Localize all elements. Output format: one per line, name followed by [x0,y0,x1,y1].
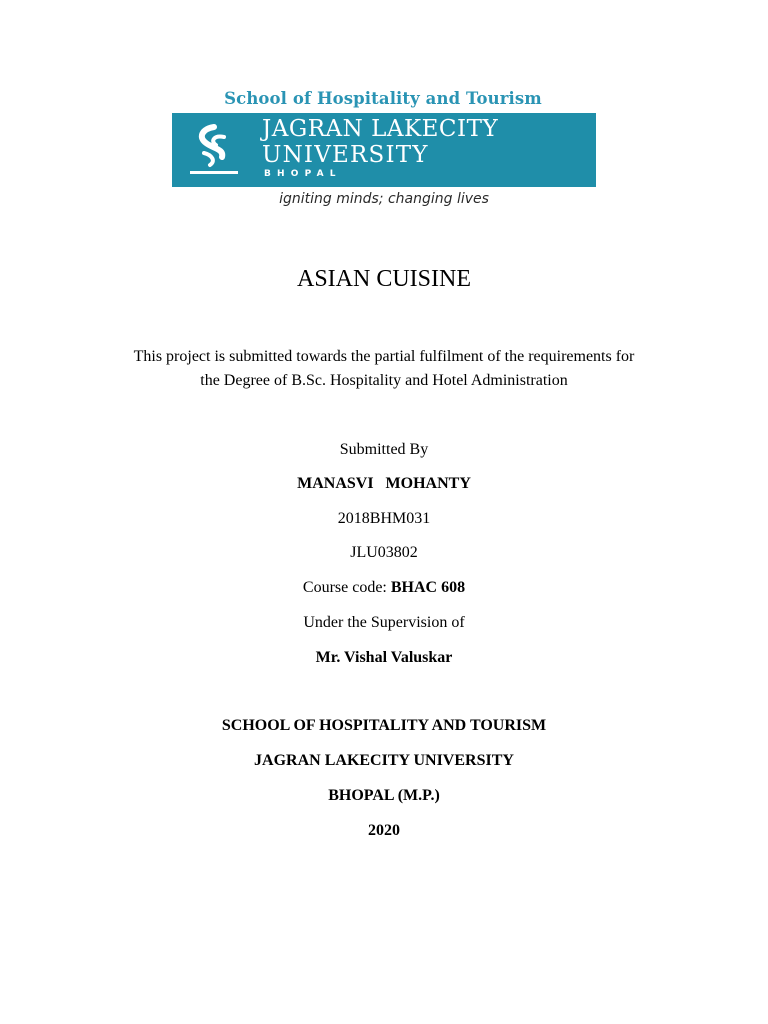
student-name: MANASVI MOHANTY [297,475,471,492]
enrollment-number: JLU03802 [350,544,418,561]
logo-university-line-1: JAGRAN LAKECITY [262,116,499,142]
university-logo [172,113,596,187]
roll-number: 2018BHM031 [337,510,431,527]
year: 2020 [368,822,400,839]
university-name: JAGRAN LAKECITY UNIVERSITY [254,752,514,769]
course-code-value: BHAC 608 [390,579,466,596]
school-name: SCHOOL OF HOSPITALITY AND TOURISM [221,717,547,734]
course-code-label: Course code: [302,579,391,596]
logo-city: BHOPAL [264,169,342,179]
document-title: ASIAN CUISINE [297,266,471,292]
course-code-line [0,579,768,597]
logo-tagline: igniting minds; changing lives [279,191,489,207]
university-emblem-icon [184,123,244,179]
logo-header-text: School of Hospitality and Tourism [224,89,542,108]
supervisor-name: Mr. Vishal Valuskar [315,649,453,666]
description-line-1: This project is submitted towards the partial fulfilment of the requirements for [133,348,635,365]
logo-university-line-2: UNIVERSITY [262,142,429,168]
submitted-by-label: Submitted By [339,441,429,458]
supervision-label: Under the Supervision of [303,614,465,631]
description-line-2: the Degree of B.Sc. Hospitality and Hotel Administration [200,372,568,389]
location: BHOPAL (M.P.) [328,787,440,804]
